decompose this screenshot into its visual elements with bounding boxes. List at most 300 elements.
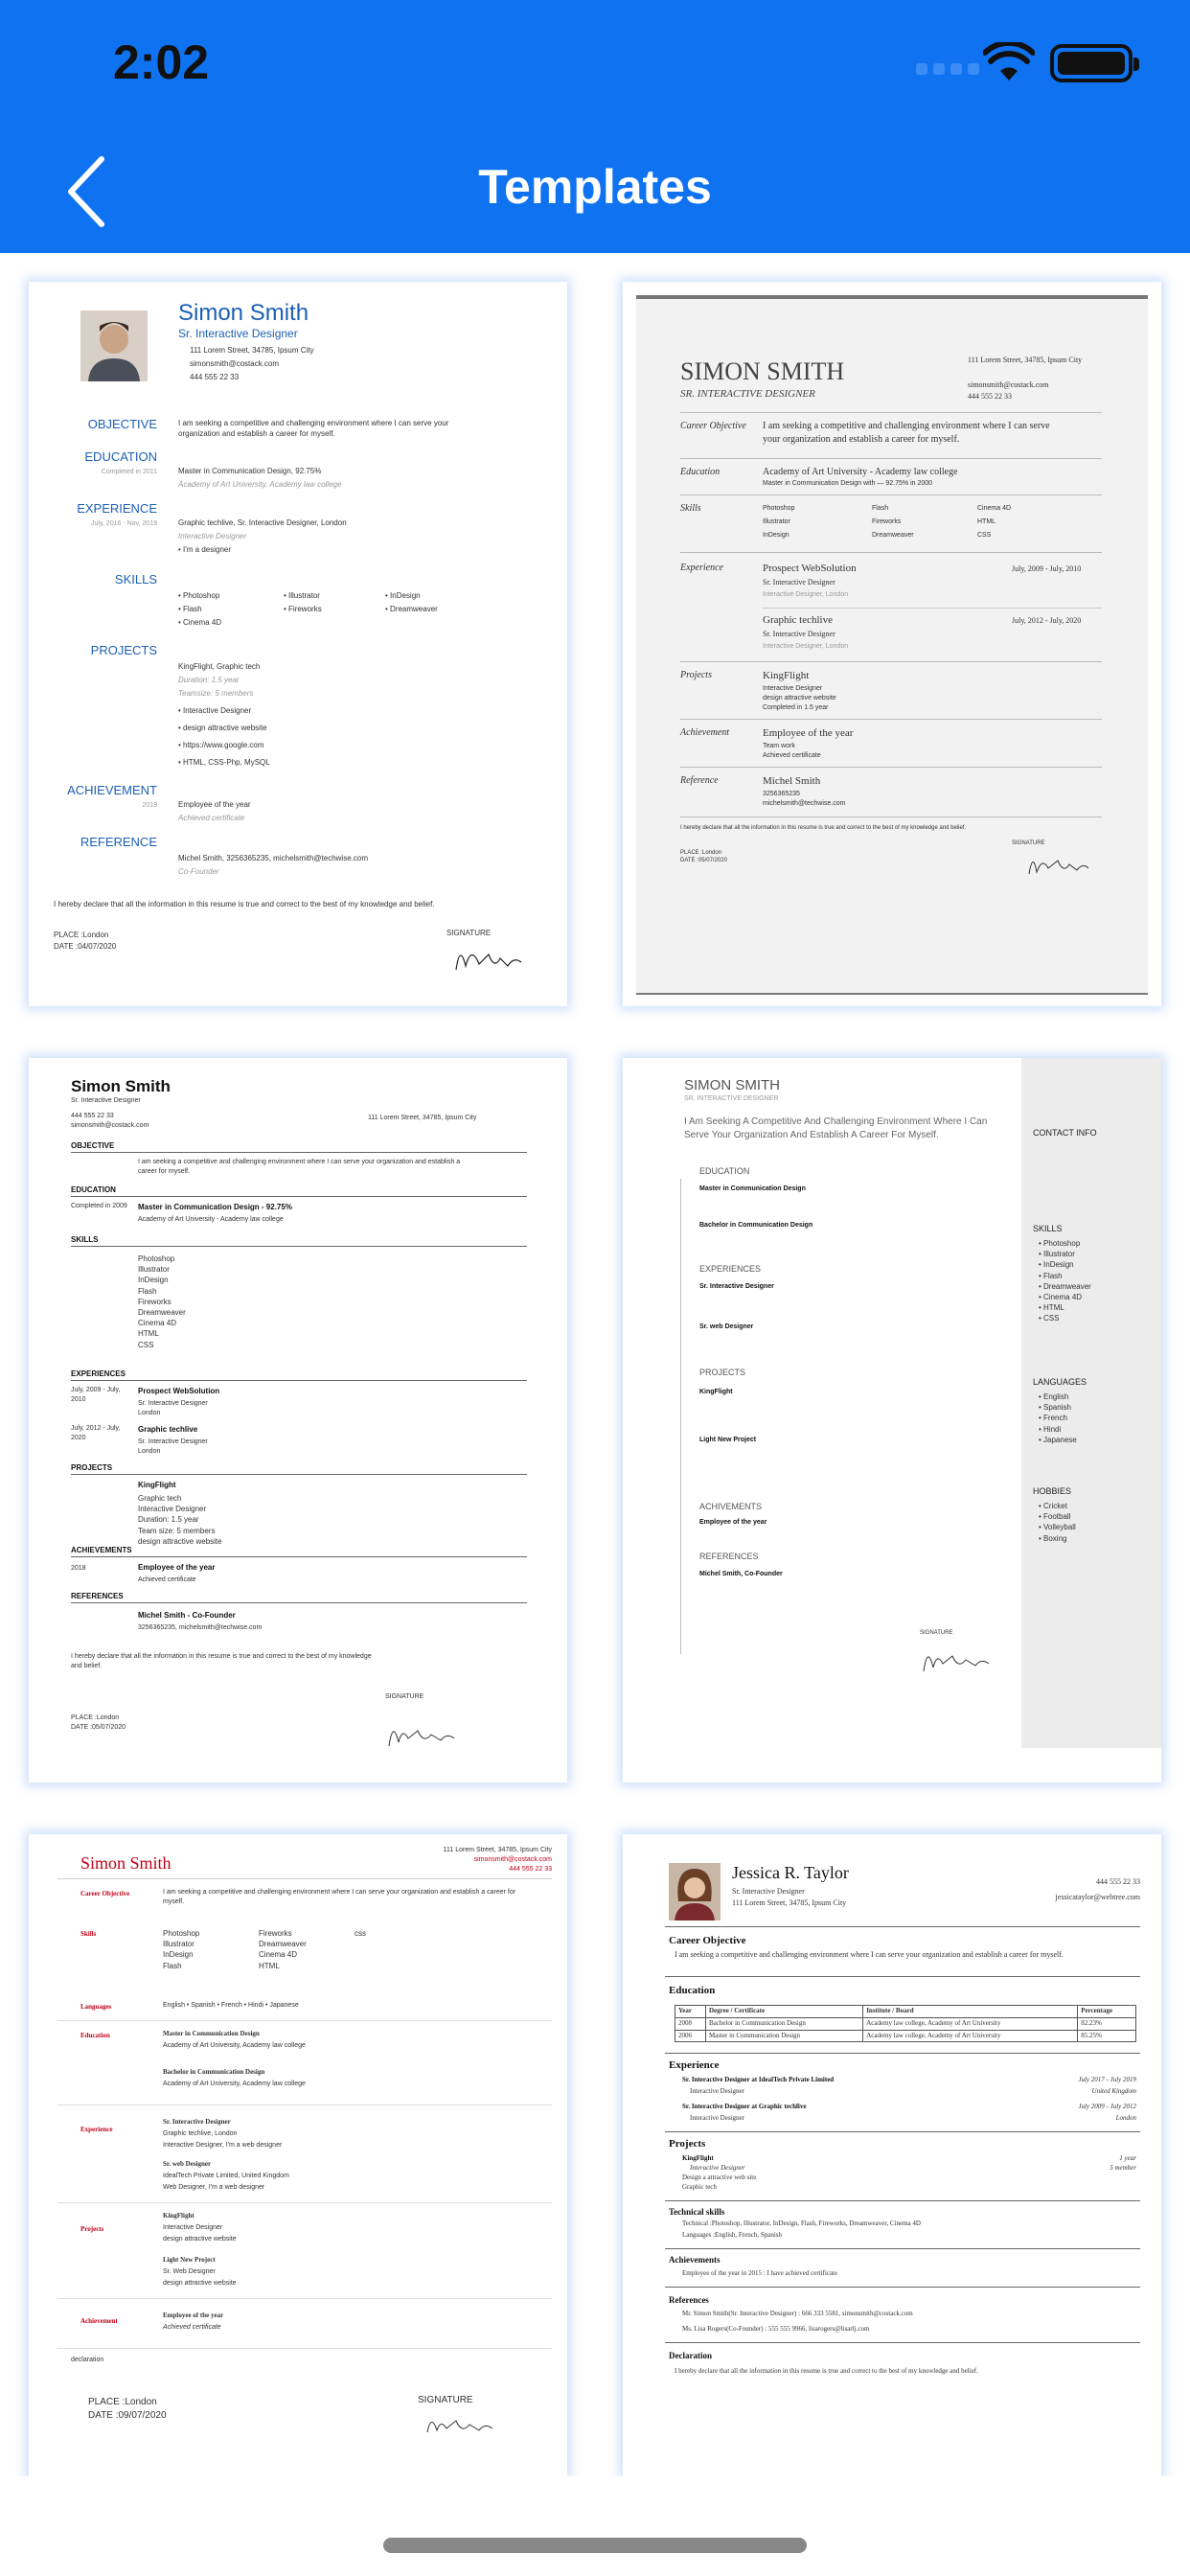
project-line: Interactive Designer bbox=[163, 2224, 223, 2231]
skill-item: Photoshop bbox=[763, 505, 795, 512]
skill-item: Photoshop bbox=[138, 1254, 175, 1263]
section-heading: REFERENCE bbox=[80, 835, 157, 849]
signature-label: SIGNATURE bbox=[418, 2395, 473, 2405]
column-header: Year bbox=[675, 2006, 706, 2018]
address-text: 111 Lorem Street, 34785, Ipsum City bbox=[368, 1115, 477, 1121]
column-header: Institute / Board bbox=[863, 2006, 1078, 2018]
reference-line: Ms. Lisa Rogers(Co-Founder) : 555 555 9966, lisarogers@lisarlj.com bbox=[682, 2325, 870, 2333]
project-line: design attractive website bbox=[163, 2280, 237, 2287]
date-text: DATE :09/07/2020 bbox=[88, 2410, 167, 2421]
experience-title: Sr. Interactive Designer bbox=[163, 2118, 231, 2126]
experience-line: London bbox=[138, 1410, 161, 1416]
skills-list bbox=[1039, 1238, 1091, 1324]
phone-text: 444 555 22 33 bbox=[509, 1866, 552, 1873]
project-line: Interactive Designer bbox=[138, 1505, 207, 1514]
achievement-title: Employee of the year bbox=[138, 1563, 216, 1572]
hobby-item: • Cricket bbox=[1039, 1502, 1067, 1510]
skill-item: InDesign bbox=[763, 532, 790, 539]
section-heading: Achievements bbox=[669, 2255, 721, 2265]
project-line: • https://www.google.com bbox=[178, 741, 264, 749]
section-heading: Projects bbox=[680, 670, 712, 680]
table-cell: 2006 bbox=[675, 2030, 706, 2042]
language-item: • Hindi bbox=[1039, 1424, 1062, 1434]
education-line: Academy of Art University, Academy law college bbox=[163, 2042, 306, 2049]
project-title: KingFlight bbox=[138, 1481, 176, 1489]
table-cell: Bachelor in Communication Design bbox=[705, 2017, 862, 2030]
project-line: • Interactive Designer bbox=[178, 706, 252, 715]
project-line: Sr. Web Designer bbox=[163, 2268, 216, 2275]
template-card-3[interactable] bbox=[29, 1058, 567, 1782]
location-text: London bbox=[1115, 2114, 1136, 2122]
achievement-line: Team work bbox=[763, 743, 795, 749]
experience-title: Prospect WebSolution bbox=[138, 1387, 220, 1395]
skill-item: • HTML bbox=[1039, 1303, 1064, 1313]
phone-text: 444 555 22 33 bbox=[71, 1113, 114, 1119]
table-row bbox=[675, 2030, 1136, 2042]
skill-item: Flash bbox=[138, 1286, 157, 1296]
experience-title: Sr. Interactive Designer bbox=[699, 1283, 774, 1290]
education-line: Academy of Art University - Academy law college bbox=[763, 467, 958, 477]
language-item: • English bbox=[1039, 1392, 1069, 1401]
project-details bbox=[138, 1493, 222, 1547]
template-card-1[interactable] bbox=[29, 282, 567, 1006]
skill-item: CSS bbox=[138, 1340, 154, 1349]
battery-icon bbox=[1050, 44, 1133, 82]
skill-item: InDesign bbox=[138, 1276, 169, 1285]
date-text: Completed in 2011 bbox=[101, 469, 157, 475]
project-line: Completed in 1.5 year bbox=[763, 704, 829, 711]
skill-item: Illustrator bbox=[163, 1940, 195, 1949]
table-header bbox=[675, 2006, 1136, 2018]
resume-name: SIMON SMITH bbox=[684, 1077, 780, 1093]
signature-drawing bbox=[1025, 847, 1092, 882]
project-title: KingFlight bbox=[682, 2154, 714, 2162]
template-card-5[interactable] bbox=[29, 1834, 567, 2476]
achievement-title: Employee of the year bbox=[699, 1519, 767, 1526]
experience-line: Graphic techlive, London bbox=[163, 2130, 238, 2137]
date-text: July 2009 - July 2012 bbox=[1078, 2103, 1136, 2110]
skill-item: Dreamweaver bbox=[138, 1307, 186, 1317]
wifi-icon bbox=[983, 42, 1035, 82]
experience-title: Sr. Interactive Designer at Graphic techlive bbox=[682, 2103, 807, 2110]
project-line: Interactive Designer bbox=[690, 2164, 745, 2172]
templates-grid bbox=[0, 253, 1190, 2476]
project-line: • design attractive website bbox=[178, 724, 267, 732]
date-text: Completed in 2009 bbox=[71, 1203, 127, 1209]
skill-item bbox=[355, 1949, 450, 1960]
column-header: Percentage bbox=[1078, 2006, 1136, 2018]
phone-text: 444 555 22 33 bbox=[968, 392, 1012, 401]
resume-role: Sr. Interactive Designer bbox=[71, 1097, 141, 1104]
project-line: Graphic tech bbox=[138, 1494, 182, 1503]
skill-item: • Dreamweaver bbox=[1039, 1281, 1091, 1291]
section-heading: REFERENCES bbox=[699, 1552, 759, 1561]
team-text: 5 member bbox=[1110, 2164, 1136, 2172]
skill-item: Flash bbox=[872, 505, 889, 512]
project-line: design attractive website bbox=[763, 695, 836, 702]
reference-line: Michel Smith, 3256365235, michelsmith@techwise.com bbox=[178, 854, 368, 862]
skill-item: Cinema 4D bbox=[977, 505, 1012, 512]
project-title: Light New Project bbox=[699, 1437, 757, 1443]
declaration-text: I hereby declare that all the information in this resume is true and correct to the best of my knowledge and belief. bbox=[680, 825, 967, 831]
education-line: Master in Communication Design bbox=[699, 1185, 806, 1192]
project-line: Interactive Designer bbox=[763, 685, 823, 692]
section-heading: Skills bbox=[80, 1930, 97, 1938]
section-heading: Skills bbox=[680, 503, 701, 514]
reference-line: 3256365235, michelsmith@techwise.com bbox=[138, 1624, 263, 1631]
languages-list bbox=[1039, 1392, 1077, 1445]
education-line: Master in Communication Design - 92.75% bbox=[138, 1203, 292, 1211]
email-text: simonsmith@costack.com bbox=[968, 380, 1049, 389]
project-title: Light New Project bbox=[163, 2256, 216, 2264]
table-cell: Academy law college, Academy of Art University bbox=[863, 2030, 1078, 2042]
skills-list bbox=[138, 1254, 186, 1350]
section-heading: Experience bbox=[680, 563, 723, 573]
email-text: simonsmith@costack.com bbox=[190, 359, 280, 368]
experience-line: Interactive Designer bbox=[690, 2114, 744, 2122]
experience-title: Sr. Interactive Designer at IdealTech Private Limited bbox=[682, 2076, 835, 2083]
skill-item: • Cinema 4D bbox=[178, 618, 222, 627]
project-line: Duration: 1.5 year bbox=[138, 1515, 199, 1525]
profile-photo bbox=[80, 310, 148, 381]
table-cell: Master in Communication Design bbox=[705, 2030, 862, 2042]
experience-title: Graphic techlive bbox=[138, 1425, 198, 1434]
project-line: Duration: 1.5 year bbox=[178, 676, 240, 684]
project-line: design attractive website bbox=[138, 1536, 222, 1546]
project-line: Graphic tech bbox=[682, 2183, 717, 2191]
skill-item: • InDesign bbox=[1039, 1260, 1074, 1270]
achievement-line: Achieved certificate bbox=[163, 2324, 221, 2331]
section-heading: SKILLS bbox=[1033, 1224, 1063, 1233]
section-heading: HOBBIES bbox=[1033, 1486, 1072, 1496]
education-title: Master in Communication Design bbox=[163, 2030, 260, 2037]
education-line: Academy of Art University - Academy law college bbox=[138, 1216, 284, 1223]
education-title: Bachelor in Communication Design bbox=[163, 2068, 265, 2076]
skill-item bbox=[355, 1961, 450, 1971]
address-text: 111 Lorem Street, 34785, Ipsum City bbox=[443, 1847, 552, 1853]
skill-item: • Illustrator bbox=[284, 591, 320, 600]
project-title: KingFlight bbox=[763, 670, 810, 681]
section-heading: Career Objective bbox=[669, 1935, 746, 1946]
place-text: PLACE :London bbox=[54, 931, 109, 939]
skill-item: CSS bbox=[977, 532, 992, 539]
skill-item: HTML bbox=[977, 518, 996, 525]
skill-item: Dreamweaver bbox=[872, 532, 914, 539]
achievement-line: Achieved certificate bbox=[138, 1576, 196, 1583]
project-line: KingFlight, Graphic tech bbox=[178, 662, 261, 671]
section-heading: References bbox=[669, 2295, 709, 2305]
section-heading: CONTACT INFO bbox=[1033, 1128, 1097, 1138]
experience-line: IdealTech Private Limited, United Kingdom bbox=[163, 2173, 289, 2179]
education-line: Academy of Art University, Academy law college bbox=[163, 2081, 306, 2087]
page-title: Templates bbox=[478, 160, 712, 214]
skill-item: Dreamweaver bbox=[259, 1940, 307, 1949]
section-heading: Declaration bbox=[669, 2351, 712, 2360]
skill-item: css bbox=[355, 1929, 366, 1938]
template-card-6[interactable] bbox=[623, 1834, 1161, 2476]
education-line: Master in Communication Design with — 92.75% in 2000 bbox=[763, 480, 933, 487]
section-heading: Experience bbox=[669, 2059, 720, 2071]
objective-text: I am seeking a competitive and challenging environment where I can serve your organization and establish a career for myself. bbox=[675, 1950, 1064, 1959]
skill-item: • Photoshop bbox=[178, 591, 220, 600]
template-card-2[interactable] bbox=[623, 282, 1161, 1006]
date-text: 2018 bbox=[71, 1565, 86, 1572]
declaration-text: I hereby declare that all the information in this resume is true and correct to the best of my knowledge and belief. bbox=[54, 900, 435, 908]
declaration-text: I hereby declare that all the information in this resume is true and correct to the best of my knowledge and belief. bbox=[675, 2367, 978, 2375]
skill-item: • Cinema 4D bbox=[1039, 1292, 1083, 1301]
experience-line: • I'm a designer bbox=[178, 545, 232, 554]
reference-line: michelsmith@techwise.com bbox=[763, 800, 846, 807]
section-heading: REFERENCES bbox=[71, 1592, 124, 1600]
section-heading: PROJECTS bbox=[90, 643, 157, 657]
hobby-item: • Football bbox=[1039, 1512, 1071, 1522]
phone-text: 444 555 22 33 bbox=[190, 373, 240, 381]
section-heading: OBJECTIVE bbox=[87, 417, 157, 431]
skill-item: Illustrator bbox=[138, 1265, 170, 1275]
column-header: Degree / Certificate bbox=[705, 2006, 862, 2018]
objective-text: I am seeking a competitive and challenging environment where I can serve your organization and establish a career for myself. bbox=[163, 1889, 516, 1905]
skills-grid bbox=[163, 1928, 450, 1971]
place-text: PLACE :London bbox=[71, 1714, 120, 1721]
languages-line: English • Spanish • French • Hindi • Japanese bbox=[163, 2002, 299, 2009]
skill-item bbox=[355, 1939, 450, 1949]
signature-label: SIGNATURE bbox=[446, 929, 492, 937]
experience-line: Sr. Interactive Designer bbox=[763, 578, 835, 586]
language-item: • French bbox=[1039, 1414, 1067, 1423]
experience-line: Interactive Designer, London bbox=[763, 643, 849, 650]
education-line: Academy of Art University, Academy law college bbox=[178, 480, 342, 489]
skill-item: • InDesign bbox=[385, 591, 421, 600]
reference-line: Mr. Simon Smith(Sr. Interactive Designer) : 666 333 5581, simonsmith@costack.com bbox=[682, 2310, 913, 2317]
section-heading: EXPERIENCE bbox=[77, 501, 157, 516]
table-cell: 85.25% bbox=[1078, 2030, 1136, 2042]
skill-item: HTML bbox=[259, 1961, 280, 1970]
reference-title: Michel Smith, Co-Founder bbox=[699, 1571, 783, 1577]
section-heading: Achievement bbox=[80, 2317, 118, 2325]
date-text: July, 2012 - July, 2020 bbox=[71, 1425, 121, 1441]
resume-role: SR. INTERACTIVE DESIGNER bbox=[680, 388, 815, 400]
section-heading: EXPERIENCES bbox=[71, 1369, 126, 1378]
table-row bbox=[675, 2017, 1136, 2030]
experience-line: Web Designer, I'm a web designer bbox=[163, 2184, 265, 2191]
experience-title: Graphic techlive bbox=[763, 614, 833, 626]
reference-title: Michel Smith bbox=[763, 775, 821, 787]
hobby-item: • Volleyball bbox=[1039, 1523, 1076, 1532]
header-bar bbox=[0, 0, 1190, 253]
objective-text: I am seeking a competitive and challenging environment where I can serve your organization and establish a career for myself. bbox=[178, 419, 449, 439]
section-heading: ACHIEVEMENTS bbox=[71, 1546, 132, 1554]
date-text: 2019 bbox=[142, 802, 157, 809]
section-heading: Reference bbox=[680, 775, 719, 786]
signature-drawing bbox=[423, 2409, 500, 2438]
date-text: DATE :05/07/2020 bbox=[680, 858, 727, 863]
hobbies-list bbox=[1039, 1501, 1076, 1544]
skill-item: • Fireworks bbox=[284, 605, 322, 613]
experience-line: Interactive Designer, London bbox=[763, 591, 849, 598]
experience-line: Sr. Interactive Designer bbox=[138, 1400, 208, 1407]
resume-role: SR. INTERACTIVE DESIGNER bbox=[684, 1095, 779, 1102]
profile-photo bbox=[669, 1863, 721, 1920]
achievement-line: Achieved certificate bbox=[763, 752, 821, 759]
date-text: July, 2009 - July, 2010 bbox=[1012, 564, 1082, 573]
section-heading: Experience bbox=[80, 2126, 113, 2133]
table-cell: Academy law college, Academy of Art University bbox=[863, 2017, 1078, 2030]
resume-role: Sr. Interactive Designer bbox=[178, 327, 298, 340]
education-line: Bachelor in Communication Design bbox=[699, 1222, 813, 1229]
reference-title: Michel Smith - Co-Founder bbox=[138, 1611, 236, 1620]
skill-item: Fireworks bbox=[138, 1297, 172, 1306]
project-line: Team size: 5 members bbox=[138, 1526, 216, 1535]
skill-item: Illustrator bbox=[763, 518, 790, 525]
section-heading: SKILLS bbox=[114, 572, 157, 586]
section-heading: PROJECTS bbox=[699, 1368, 746, 1377]
signature-label: SIGNATURE bbox=[385, 1693, 424, 1700]
section-heading: EXPERIENCES bbox=[699, 1264, 762, 1274]
table-cell: 82.23% bbox=[1078, 2017, 1136, 2030]
skill-item: HTML bbox=[138, 1329, 159, 1339]
date-text: DATE :05/07/2020 bbox=[71, 1724, 126, 1731]
resume-name: Simon Smith bbox=[71, 1077, 171, 1095]
skill-item: Cinema 4D bbox=[259, 1950, 298, 1960]
experience-title: Sr. web Designer bbox=[163, 2160, 212, 2168]
section-heading: EDUCATION bbox=[699, 1166, 750, 1176]
experience-title: Sr. web Designer bbox=[699, 1323, 754, 1330]
resume-name: Simon Smith bbox=[178, 300, 309, 326]
section-heading: ACHIEVEMENT bbox=[67, 783, 157, 797]
experience-line: Sr. Interactive Designer bbox=[763, 630, 835, 638]
skills-line: Technical :Photoshop, Illustrator, InDesign, Flash, Fireworks, Dreamweaver, Cinema 4D bbox=[682, 2220, 921, 2227]
location-text: United Kingdom bbox=[1091, 2087, 1136, 2095]
resume-name: SIMON SMITH bbox=[680, 357, 845, 385]
address-text: 111 Lorem Street, 34785, Ipsum City bbox=[732, 1898, 847, 1907]
resume-name: Jessica R. Taylor bbox=[732, 1863, 849, 1882]
date-text: July, 2016 - Nov, 2019 bbox=[90, 520, 157, 527]
achievement-title: Employee of the year bbox=[163, 2312, 224, 2319]
skill-item: • Illustrator bbox=[1039, 1250, 1075, 1259]
section-heading: Achievement bbox=[680, 727, 730, 738]
place-text: PLACE :London bbox=[680, 850, 722, 856]
section-heading: Projects bbox=[80, 2225, 104, 2233]
resume-role: Sr. Interactive Designer bbox=[732, 1887, 805, 1896]
phone-text: 444 555 22 33 bbox=[1096, 1877, 1140, 1886]
template-card-4[interactable] bbox=[623, 1058, 1161, 1782]
skill-item: Cinema 4D bbox=[138, 1319, 177, 1328]
achievement-title: Employee of the year bbox=[763, 727, 854, 739]
project-line: Teamsize: 5 members bbox=[178, 689, 254, 698]
date-text: DATE :04/07/2020 bbox=[54, 942, 117, 951]
achievement-line: Employee of the year in 2015 : I have achieved certificate bbox=[682, 2269, 838, 2277]
education-line: Master in Communication Design, 92.75% bbox=[178, 467, 322, 475]
achievement-line: Achieved certificate bbox=[178, 814, 245, 822]
skill-item: • CSS bbox=[1039, 1314, 1060, 1323]
cellular-signal-icon bbox=[916, 63, 979, 75]
skill-item: Fireworks bbox=[259, 1929, 292, 1938]
skill-item: • Flash bbox=[1039, 1271, 1063, 1280]
project-title: KingFlight bbox=[699, 1389, 733, 1395]
section-heading: Career Objective bbox=[680, 421, 746, 431]
home-indicator[interactable] bbox=[383, 2538, 807, 2553]
section-heading: Education bbox=[80, 2032, 110, 2039]
objective-text: I am seeking a competitive and challenging environment where I can serve your organization and establish a career for myself. bbox=[138, 1159, 461, 1175]
signature-drawing bbox=[920, 1641, 993, 1679]
objective-text: I Am Seeking A Competitive And Challenging Environment Where I Can Serve Your Organization And Establish A Career For Myself. bbox=[684, 1116, 988, 1140]
reference-line: 3256365235 bbox=[763, 791, 800, 797]
project-line: Design a attractive web site bbox=[682, 2174, 757, 2181]
address-text: 111 Lorem Street, 34785, Ipsum City bbox=[968, 356, 1083, 364]
experience-line: Graphic techlive, Sr. Interactive Designer, London bbox=[178, 518, 347, 527]
language-item: • Spanish bbox=[1039, 1403, 1071, 1413]
section-heading: EDUCATION bbox=[71, 1185, 116, 1194]
section-heading: Projects bbox=[669, 2138, 706, 2150]
project-line: • HTML, CSS-Php, MySQL bbox=[178, 758, 270, 767]
table-cell: 2008 bbox=[675, 2017, 706, 2030]
experience-line: Interactive Designer, I'm a web designer bbox=[163, 2142, 283, 2149]
experience-line: Interactive Designer bbox=[178, 532, 247, 540]
duration-text: 1 year bbox=[1119, 2154, 1136, 2162]
project-line: design attractive website bbox=[163, 2236, 237, 2242]
objective-text: I am seeking a competitive and challenging environment where I can serve your organization and establish a career for myself. bbox=[763, 421, 1050, 445]
section-heading: Languages bbox=[80, 2003, 112, 2011]
section-heading: Technical skills bbox=[669, 2207, 725, 2217]
project-title: KingFlight bbox=[163, 2212, 195, 2220]
section-heading: Career Objective bbox=[80, 1890, 130, 1898]
experience-title: Prospect WebSolution bbox=[763, 563, 857, 574]
section-heading: Education bbox=[669, 1985, 716, 1996]
achievement-line: Employee of the year bbox=[178, 800, 251, 809]
timeline-line bbox=[680, 1179, 681, 1654]
date-text: July 2017 - July 2019 bbox=[1078, 2076, 1136, 2083]
experience-line: Sr. Interactive Designer bbox=[138, 1438, 208, 1445]
section-heading: Education bbox=[680, 467, 721, 477]
section-heading: ACHIVEMENTS bbox=[699, 1502, 763, 1511]
address-text: 111 Lorem Street, 34785, Ipsum City bbox=[190, 346, 314, 355]
date-text: July, 2012 - July, 2020 bbox=[1012, 616, 1082, 625]
skill-item: Photoshop bbox=[163, 1929, 200, 1938]
signature-label: SIGNATURE bbox=[1012, 840, 1045, 846]
declaration-text: I hereby declare that all the information in this resume is true and correct to the best of my knowledge and belief. bbox=[71, 1653, 372, 1669]
skill-item: Fireworks bbox=[872, 518, 902, 525]
section-heading: SKILLS bbox=[71, 1235, 99, 1244]
section-heading: PROJECTS bbox=[71, 1463, 113, 1472]
languages-line: Languages :English, French, Spanish bbox=[682, 2231, 783, 2239]
resume-name: Simon Smith bbox=[80, 1853, 172, 1873]
education-table bbox=[675, 2005, 1136, 2042]
language-item: • Japanese bbox=[1039, 1435, 1077, 1444]
skill-item: • Flash bbox=[178, 605, 202, 613]
place-text: PLACE :London bbox=[88, 2397, 157, 2407]
declaration-text: declaration bbox=[71, 2357, 104, 2363]
skill-item: InDesign bbox=[163, 1950, 194, 1960]
signature-drawing bbox=[385, 1715, 458, 1754]
email-text: simonsmith@costack.com bbox=[473, 1856, 552, 1863]
email-text: simonsmith@costack.com bbox=[71, 1122, 149, 1129]
experience-line: Interactive Designer bbox=[690, 2087, 744, 2095]
reference-line: Co-Founder bbox=[178, 867, 219, 876]
date-text: July, 2009 - July, 2010 bbox=[71, 1387, 121, 1403]
skill-item: Flash bbox=[163, 1961, 182, 1970]
skill-item: • Dreamweaver bbox=[385, 605, 438, 613]
section-heading: OBJECTIVE bbox=[71, 1141, 115, 1150]
signature-label: SIGNATURE bbox=[920, 1630, 953, 1636]
skill-item: • Photoshop bbox=[1039, 1239, 1081, 1248]
status-time: 2:02 bbox=[113, 35, 210, 89]
section-heading: LANGUAGES bbox=[1033, 1377, 1087, 1387]
signature-drawing bbox=[450, 937, 527, 979]
hobby-item: • Boxing bbox=[1039, 1533, 1067, 1543]
email-text: jessicataylor@webtree.com bbox=[1055, 1893, 1140, 1901]
experience-line: London bbox=[138, 1448, 161, 1455]
section-heading: EDUCATION bbox=[84, 449, 157, 464]
